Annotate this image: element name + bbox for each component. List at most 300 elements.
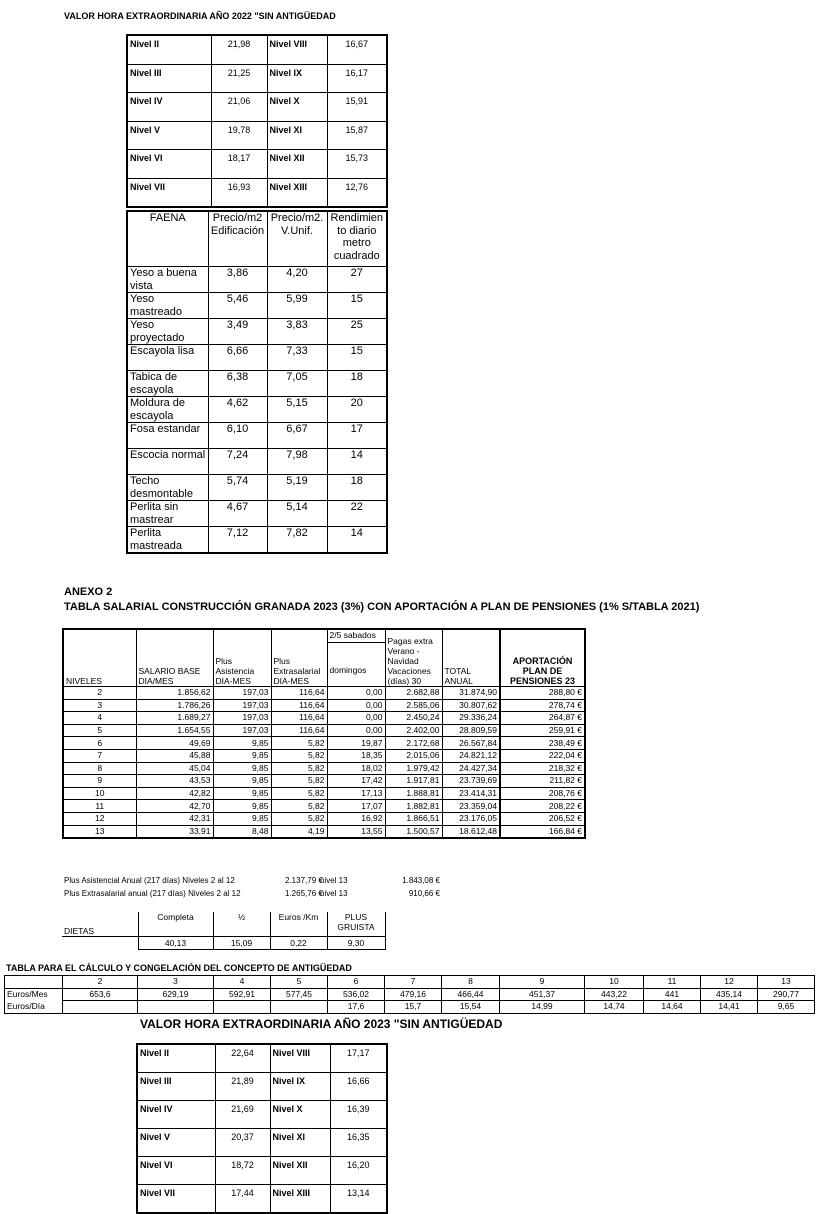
table-row	[63, 775, 585, 788]
level-label: Nivel V	[127, 121, 211, 150]
value-cell: 1.979,42	[385, 762, 442, 775]
value-cell: 5,19	[267, 475, 327, 501]
table-row	[137, 1157, 387, 1185]
value-cell: 2.450,24	[385, 712, 442, 725]
level-label: Nivel IX	[270, 1073, 330, 1101]
value-cell: 5,82	[271, 775, 327, 788]
value-cell: 1.888,81	[385, 787, 442, 800]
value-cell: 2.172,68	[385, 737, 442, 750]
value-cell: 15,7	[385, 1001, 442, 1014]
faena-name: Techo desmontable	[127, 475, 208, 501]
table-row	[127, 93, 387, 122]
column-header: ½	[213, 912, 270, 937]
value-cell: 27	[327, 267, 387, 293]
hour-value: 21,69	[215, 1101, 270, 1129]
value-cell: 7,33	[267, 345, 327, 371]
value-cell: 18,02	[327, 762, 385, 775]
plus-nivel: nivel 13	[320, 889, 348, 898]
table-row	[127, 345, 387, 371]
value-cell: 1.917,81	[385, 775, 442, 788]
row-label: Euros/Día	[5, 1001, 63, 1014]
sabados-label: 2/5 sabados	[328, 630, 385, 643]
value-cell: 466,44	[442, 988, 500, 1001]
value-cell: 8,48	[213, 825, 271, 838]
value-cell: 5,14	[267, 501, 327, 527]
level-label: Nivel III	[127, 64, 211, 93]
value-cell: 6,67	[267, 423, 327, 449]
value-cell: 23.414,31	[442, 787, 500, 800]
value-cell: 5,15	[267, 397, 327, 423]
level-label: Nivel VI	[127, 150, 211, 179]
value-cell: 0,22	[270, 937, 327, 950]
column-header	[327, 629, 385, 687]
value-cell: 536,02	[328, 988, 385, 1001]
value-cell: 116,64	[271, 724, 327, 737]
value-cell: 15,09	[213, 937, 270, 950]
plus-label: Plus Asistencial Anual (217 días) Niveles 2 al 12	[64, 876, 235, 885]
table-row	[63, 712, 585, 725]
value-cell: 17,6	[328, 1001, 385, 1014]
value-cell: 23.176,05	[442, 812, 500, 825]
hour-value: 15,73	[327, 150, 387, 179]
value-cell: 5,82	[271, 787, 327, 800]
level-label: Nivel XI	[267, 121, 327, 150]
level-header: 2	[63, 976, 138, 989]
value-cell: 116,64	[271, 687, 327, 700]
table-row	[63, 825, 585, 838]
value-cell: 222,04 €	[500, 749, 585, 762]
hour-value: 20,37	[215, 1129, 270, 1157]
value-cell	[214, 1001, 271, 1014]
value-cell: 264,87 €	[500, 712, 585, 725]
table-row	[127, 267, 387, 293]
table-row	[127, 501, 387, 527]
empty-cell	[62, 937, 138, 950]
table-row	[127, 178, 387, 207]
table-row	[127, 449, 387, 475]
level-cell: 8	[63, 762, 136, 775]
level-header: 9	[500, 976, 585, 989]
hour-value: 22,64	[215, 1044, 270, 1073]
value-cell: 25	[327, 319, 387, 345]
value-cell: 9,85	[213, 762, 271, 775]
value-cell: 1.866,51	[385, 812, 442, 825]
value-cell: 9,85	[213, 800, 271, 813]
value-cell: 13,55	[327, 825, 385, 838]
value-cell: 9,85	[213, 749, 271, 762]
faena-name: Yeso a buena vista	[127, 267, 208, 293]
level-label: Nivel XIII	[270, 1185, 330, 1214]
table-row	[137, 1101, 387, 1129]
table-row	[63, 800, 585, 813]
value-cell: 5,82	[271, 762, 327, 775]
value-cell: 26.567,84	[442, 737, 500, 750]
value-cell: 7,05	[267, 371, 327, 397]
column-header: Precio/m2. V.Unif.	[267, 211, 327, 267]
header-row	[63, 629, 585, 687]
level-label: Nivel III	[137, 1073, 215, 1101]
value-cell: 4,67	[208, 501, 267, 527]
faena-name: Moldura de escayola	[127, 397, 208, 423]
faena-name: Yeso proyectado	[127, 319, 208, 345]
hour-value: 12,76	[327, 178, 387, 207]
table-row	[63, 749, 585, 762]
hours-2022-title: VALOR HORA EXTRAORDINARIA AÑO 2022 "SIN ANTIGÜEDAD	[64, 11, 336, 21]
hour-value: 16,17	[327, 64, 387, 93]
level-label: Nivel XI	[270, 1129, 330, 1157]
value-cell: 5,82	[271, 812, 327, 825]
hour-value: 19,78	[211, 121, 267, 150]
value-cell: 4,19	[271, 825, 327, 838]
value-cell	[63, 1001, 138, 1014]
table-row	[127, 293, 387, 319]
table-row	[63, 699, 585, 712]
level-cell: 10	[63, 787, 136, 800]
value-cell: 15,54	[442, 1001, 500, 1014]
level-label: Nivel IV	[137, 1101, 215, 1129]
plus-value: 2.137,79 €	[285, 876, 323, 885]
value-cell: 290,77	[758, 988, 815, 1001]
level-label: Nivel IV	[127, 93, 211, 122]
header-row	[127, 211, 387, 267]
table-row	[127, 150, 387, 179]
column-header: Plus Extrasalarial DIA-MES	[271, 629, 327, 687]
column-header: Completa	[138, 912, 213, 937]
column-header: APORTACIÓN PLAN DE PENSIONES 23	[500, 629, 585, 687]
value-cell: 17	[327, 423, 387, 449]
value-cell: 24.427,34	[442, 762, 500, 775]
hour-value: 15,91	[327, 93, 387, 122]
value-cell: 278,74 €	[500, 699, 585, 712]
level-cell: 12	[63, 812, 136, 825]
level-label: Nivel IX	[267, 64, 327, 93]
hour-value: 18,17	[211, 150, 267, 179]
level-header: 12	[701, 976, 758, 989]
value-cell: 3,49	[208, 319, 267, 345]
value-cell: 9,65	[758, 1001, 815, 1014]
value-cell: 2.402,00	[385, 724, 442, 737]
header-row	[5, 976, 815, 989]
level-label: Nivel II	[127, 35, 211, 64]
faena-name: Fosa estandar	[127, 423, 208, 449]
hour-value: 16,93	[211, 178, 267, 207]
column-header: NIVELES	[63, 629, 136, 687]
table-row	[63, 812, 585, 825]
value-cell: 7,98	[267, 449, 327, 475]
value-cell: 5,82	[271, 737, 327, 750]
value-cell: 14,99	[500, 1001, 585, 1014]
dietas-table	[62, 912, 386, 950]
table-row	[63, 787, 585, 800]
column-header: DIETAS	[62, 912, 138, 937]
level-label: Nivel XIII	[267, 178, 327, 207]
plus-value13: 910,66 €	[408, 889, 440, 898]
plus-nivel: nivel 13	[320, 876, 348, 885]
table-row	[63, 687, 585, 700]
hours-2023-title: VALOR HORA EXTRAORDINARIA AÑO 2023 "SIN ANTIGÜEDAD	[140, 1017, 503, 1031]
value-cell: 259,91 €	[500, 724, 585, 737]
value-cell: 23.359,04	[442, 800, 500, 813]
level-label: Nivel VIII	[270, 1044, 330, 1073]
table-row	[127, 527, 387, 554]
value-cell: 14	[327, 449, 387, 475]
hour-value: 21,98	[211, 35, 267, 64]
value-cell: 441	[644, 988, 701, 1001]
column-header: FAENA	[127, 211, 208, 267]
value-cell: 18.612,48	[442, 825, 500, 838]
level-header: 11	[644, 976, 701, 989]
value-cell: 116,64	[271, 699, 327, 712]
value-cell: 1.786,26	[136, 699, 213, 712]
antiguedad-title: TABLA PARA EL CÁLCULO Y CONGELACIÓN DEL CONCEPTO DE ANTIGÜEDAD	[6, 963, 352, 973]
value-cell: 42,31	[136, 812, 213, 825]
value-cell: 208,76 €	[500, 787, 585, 800]
table-row	[137, 1185, 387, 1214]
overtime-2022-table	[126, 34, 388, 208]
value-cell: 7,12	[208, 527, 267, 554]
value-cell: 629,19	[138, 988, 214, 1001]
antiguedad-table	[4, 975, 815, 1014]
value-cell: 1.500,57	[385, 825, 442, 838]
value-cell: 45,04	[136, 762, 213, 775]
column-header: PLUS GRUISTA	[327, 912, 385, 937]
table-row	[127, 319, 387, 345]
level-label: Nivel VIII	[267, 35, 327, 64]
anexo-label: ANEXO 2	[64, 586, 113, 598]
value-cell: 14,64	[644, 1001, 701, 1014]
hour-value: 21,06	[211, 93, 267, 122]
value-cell: 166,84 €	[500, 825, 585, 838]
value-cell: 479,16	[385, 988, 442, 1001]
table-row	[127, 397, 387, 423]
plus-value13: 1.843,08 €	[402, 876, 440, 885]
value-cell: 6,10	[208, 423, 267, 449]
level-label: Nivel VII	[137, 1185, 215, 1214]
faena-name: Tabica de escayola	[127, 371, 208, 397]
column-header: Euros /Km	[270, 912, 327, 937]
value-cell: 19,87	[327, 737, 385, 750]
value-cell: 4,62	[208, 397, 267, 423]
table-row	[127, 423, 387, 449]
plus-value: 1.265,76 €	[285, 889, 323, 898]
value-cell: 5,46	[208, 293, 267, 319]
level-label: Nivel XII	[267, 150, 327, 179]
level-cell: 7	[63, 749, 136, 762]
value-cell: 24.821,12	[442, 749, 500, 762]
value-cell: 5,82	[271, 800, 327, 813]
value-cell: 43,53	[136, 775, 213, 788]
hour-value: 16,35	[330, 1129, 387, 1157]
value-cell: 45,88	[136, 749, 213, 762]
table-row	[62, 937, 385, 950]
level-cell: 5	[63, 724, 136, 737]
value-cell: 211,82 €	[500, 775, 585, 788]
value-cell: 3,83	[267, 319, 327, 345]
value-cell: 5,99	[267, 293, 327, 319]
table-row	[5, 988, 815, 1001]
row-label: Euros/Mes	[5, 988, 63, 1001]
value-cell: 218,32 €	[500, 762, 585, 775]
faena-name: Yeso mastreado	[127, 293, 208, 319]
level-cell: 2	[63, 687, 136, 700]
value-cell: 17,13	[327, 787, 385, 800]
value-cell: 9,30	[327, 937, 385, 950]
value-cell: 14	[327, 527, 387, 554]
table-row	[127, 475, 387, 501]
empty-cell	[5, 976, 63, 989]
table-row	[137, 1073, 387, 1101]
value-cell: 15	[327, 293, 387, 319]
table-row	[137, 1129, 387, 1157]
value-cell: 23.739,69	[442, 775, 500, 788]
level-label: Nivel XII	[270, 1157, 330, 1185]
value-cell: 9,85	[213, 775, 271, 788]
table-row	[63, 762, 585, 775]
value-cell: 18,35	[327, 749, 385, 762]
value-cell: 31.874,90	[442, 687, 500, 700]
value-cell: 197,03	[213, 699, 271, 712]
faena-name: Escayola lisa	[127, 345, 208, 371]
hour-value: 13,14	[330, 1185, 387, 1214]
value-cell: 435,14	[701, 988, 758, 1001]
hour-value: 16,39	[330, 1101, 387, 1129]
hour-value: 16,67	[327, 35, 387, 64]
value-cell: 451,37	[500, 988, 585, 1001]
hour-value: 17,44	[215, 1185, 270, 1214]
column-header: TOTAL ANUAL	[442, 629, 500, 687]
level-cell: 9	[63, 775, 136, 788]
value-cell: 17,42	[327, 775, 385, 788]
level-cell: 11	[63, 800, 136, 813]
header-row	[62, 912, 385, 937]
value-cell: 22	[327, 501, 387, 527]
value-cell: 1.882,81	[385, 800, 442, 813]
level-label: Nivel VII	[127, 178, 211, 207]
value-cell: 238,49 €	[500, 737, 585, 750]
value-cell: 4,20	[267, 267, 327, 293]
value-cell: 9,85	[213, 812, 271, 825]
table-row	[63, 724, 585, 737]
value-cell: 40,13	[138, 937, 213, 950]
column-header: Precio/m2 Edificación	[208, 211, 267, 267]
value-cell: 30.807,62	[442, 699, 500, 712]
level-label: Nivel II	[137, 1044, 215, 1073]
value-cell: 197,03	[213, 712, 271, 725]
value-cell: 208,22 €	[500, 800, 585, 813]
value-cell: 0,00	[327, 712, 385, 725]
hour-value: 17,17	[330, 1044, 387, 1073]
faena-table	[126, 210, 388, 554]
value-cell: 9,85	[213, 787, 271, 800]
value-cell: 1.689,27	[136, 712, 213, 725]
value-cell: 49,69	[136, 737, 213, 750]
value-cell: 197,03	[213, 724, 271, 737]
table-row	[127, 121, 387, 150]
value-cell: 2.015,06	[385, 749, 442, 762]
plus-label: Plus Extrasalarial anual (217 días) Niveles 2 al 12	[64, 889, 241, 898]
value-cell: 0,00	[327, 687, 385, 700]
value-cell: 20	[327, 397, 387, 423]
value-cell: 206,52 €	[500, 812, 585, 825]
value-cell: 17,07	[327, 800, 385, 813]
level-cell: 3	[63, 699, 136, 712]
value-cell: 443,22	[585, 988, 644, 1001]
value-cell: 28.809,59	[442, 724, 500, 737]
level-label: Nivel VI	[137, 1157, 215, 1185]
value-cell: 18	[327, 475, 387, 501]
faena-name: Escocia normal	[127, 449, 208, 475]
table-row	[5, 1001, 815, 1014]
value-cell: 6,66	[208, 345, 267, 371]
value-cell: 9,85	[213, 737, 271, 750]
level-cell: 13	[63, 825, 136, 838]
level-header: 4	[214, 976, 271, 989]
level-header: 3	[138, 976, 214, 989]
column-header: SALARIO BASE DIA/MES	[136, 629, 213, 687]
value-cell: 15	[327, 345, 387, 371]
hour-value: 16,20	[330, 1157, 387, 1185]
value-cell: 653,6	[63, 988, 138, 1001]
value-cell: 2.585,06	[385, 699, 442, 712]
level-header: 10	[585, 976, 644, 989]
value-cell: 5,82	[271, 749, 327, 762]
hour-value: 21,25	[211, 64, 267, 93]
hour-value: 21,89	[215, 1073, 270, 1101]
value-cell	[138, 1001, 214, 1014]
level-header: 13	[758, 976, 815, 989]
value-cell: 42,70	[136, 800, 213, 813]
hour-value: 16,66	[330, 1073, 387, 1101]
value-cell: 18	[327, 371, 387, 397]
value-cell: 6,38	[208, 371, 267, 397]
table-row	[127, 64, 387, 93]
value-cell: 577,45	[271, 988, 328, 1001]
faena-name: Perlita sin mastrear	[127, 501, 208, 527]
value-cell: 16,92	[327, 812, 385, 825]
value-cell: 14,74	[585, 1001, 644, 1014]
level-header: 6	[328, 976, 385, 989]
column-header: Plus Asistencia DIA-MES	[213, 629, 271, 687]
value-cell: 288,80 €	[500, 687, 585, 700]
value-cell: 197,03	[213, 687, 271, 700]
level-label: Nivel X	[270, 1101, 330, 1129]
level-header: 5	[271, 976, 328, 989]
value-cell: 7,82	[267, 527, 327, 554]
column-header: Pagas extra Verano - Navidad Vacaciones (días) 30	[385, 629, 442, 687]
value-cell: 33,91	[136, 825, 213, 838]
salary-table-title: TABLA SALARIAL CONSTRUCCIÓN GRANADA 2023 (3%) CON APORTACIÓN A PLAN DE PENSIONES (1% S/TABLA 2021)	[64, 601, 700, 613]
value-cell: 1.856,62	[136, 687, 213, 700]
table-row	[127, 371, 387, 397]
hour-value: 18,72	[215, 1157, 270, 1185]
overtime-2023-table	[136, 1043, 388, 1214]
level-cell: 4	[63, 712, 136, 725]
value-cell: 3,86	[208, 267, 267, 293]
value-cell: 592,91	[214, 988, 271, 1001]
value-cell: 14,41	[701, 1001, 758, 1014]
level-header: 8	[442, 976, 500, 989]
value-cell: 5,74	[208, 475, 267, 501]
table-row	[137, 1044, 387, 1073]
value-cell: 116,64	[271, 712, 327, 725]
salary-table	[62, 628, 586, 839]
table-row	[63, 737, 585, 750]
table-row	[127, 35, 387, 64]
value-cell: 0,00	[327, 699, 385, 712]
faena-name: Perlita mastreada	[127, 527, 208, 554]
column-header: Rendimien to diario metro cuadrado	[327, 211, 387, 267]
value-cell	[271, 1001, 328, 1014]
